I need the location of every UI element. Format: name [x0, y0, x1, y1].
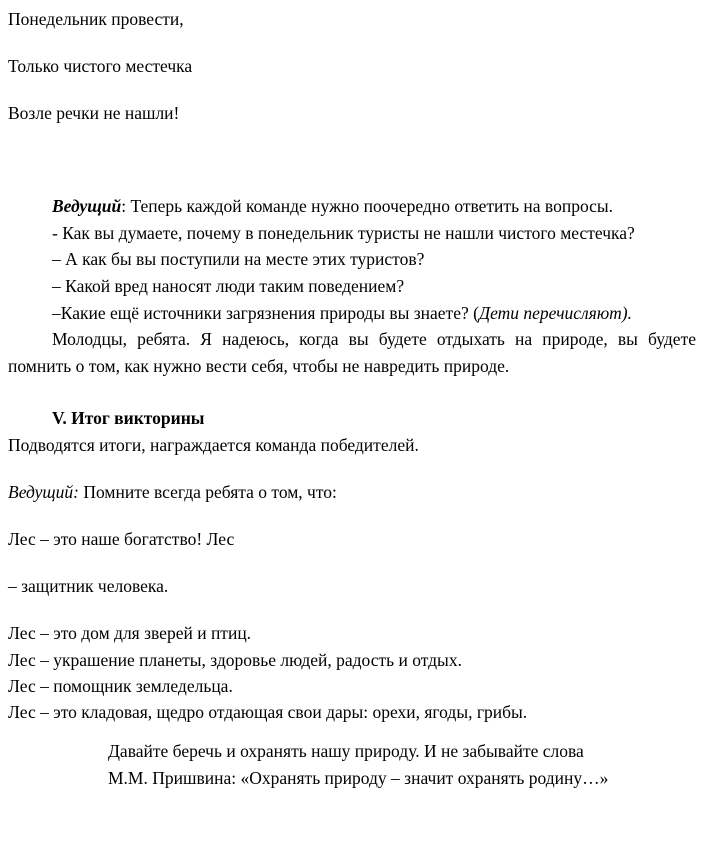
- question-4: [8, 300, 696, 327]
- section-body-results: Подводятся итоги, награждается команда победителей.: [8, 435, 419, 456]
- closing-line-2: М.М. Пришвина: «Охранять природу – значит охранять родину…»: [108, 767, 609, 788]
- spacer-before-closing: [8, 725, 696, 738]
- question-3: – Какой вред наносят люди таким поведением?: [52, 276, 405, 297]
- verse-line-1: Понедельник провести,: [8, 9, 184, 29]
- spacer-before-heading: [8, 379, 696, 405]
- question-4-text: –Какие ещё источники загрязнения природы вы знаете? (: [52, 302, 479, 323]
- forest-line-5: Лес – помощник земледельца.: [8, 675, 233, 696]
- verse-line-3: Возле речки не нашли!: [8, 103, 180, 124]
- verse-line-2: Только чистого местечка: [8, 56, 193, 77]
- host-instruction-paragraph: [8, 193, 696, 220]
- forest-line-2: – защитник человека.: [8, 576, 169, 597]
- closing-quote-block: [108, 738, 696, 791]
- praise-paragraph: Молодцы, ребята. Я надеюсь, когда вы будете отдыхать на природе, вы будете помнить о том, как нужно вести себя, чтобы не навредить природе.: [8, 329, 696, 376]
- forest-line-3: Лес – это дом для зверей и птиц.: [8, 623, 252, 644]
- forest-line-1: Лес – это наше богатство! Лес: [8, 529, 235, 550]
- forest-line-6: Лес – это кладовая, щедро отдающая свои дары: орехи, ягоды, грибы.: [8, 702, 528, 723]
- closing-line-1: Давайте беречь и охранять нашу природу. И не забывайте слова: [108, 741, 584, 762]
- host-label-1: Ведущий: [52, 196, 122, 217]
- question-4-stage-direction: Дети перечисляют).: [478, 302, 633, 323]
- host-instruction-text: : Теперь каждой команде нужно поочередно ответить на вопросы.: [121, 196, 614, 217]
- forest-line-4: Лес – украшение планеты, здоровье людей, радость и отдых.: [8, 649, 462, 670]
- host-closing-paragraph: [8, 479, 696, 506]
- host-closing-text: Помните всегда ребята о том, что:: [78, 482, 337, 503]
- spacer-after-verse: [8, 147, 696, 193]
- question-1: - Как вы думаете, почему в понедельник туристы не нашли чистого местечка?: [52, 222, 635, 243]
- section-heading-results: V. Итог викторины: [52, 408, 205, 429]
- question-2: – А как бы вы поступили на месте этих туристов?: [52, 249, 425, 270]
- host-label-2: Ведущий:: [8, 482, 79, 503]
